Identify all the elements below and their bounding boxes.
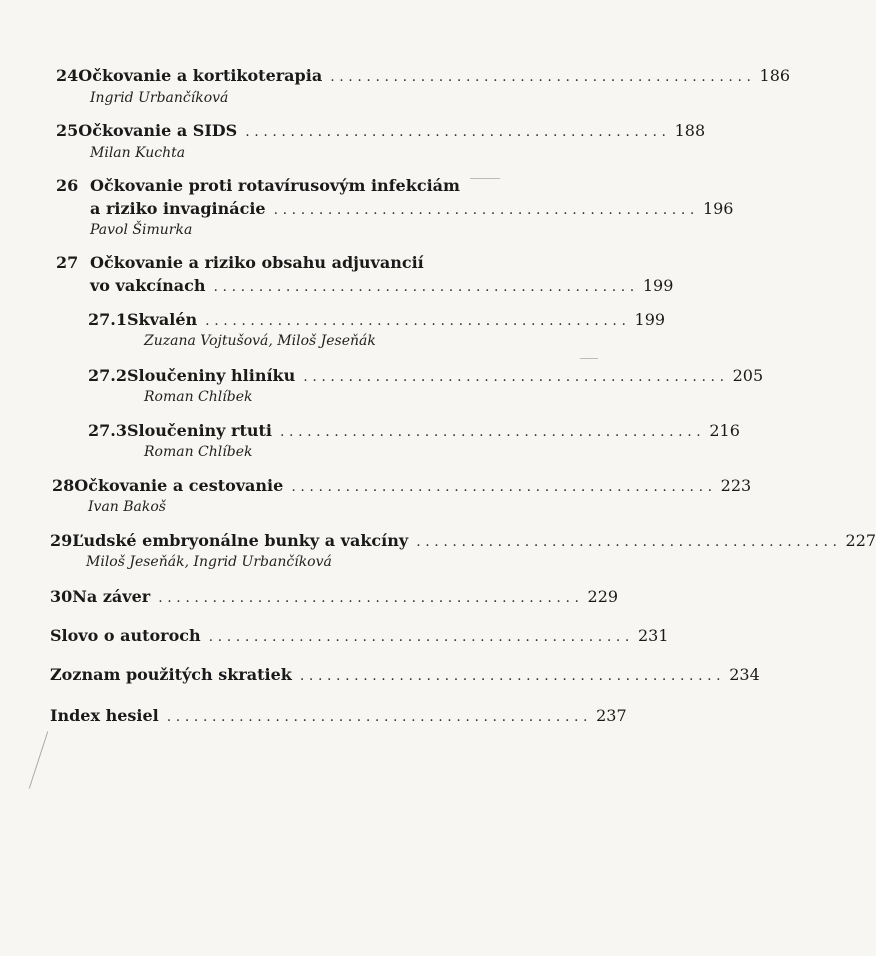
leader-dots: ............................................... [279,424,706,440]
section-title: Skvalén [126,310,198,329]
page-number: 196 [702,199,734,218]
toc-entry-26-line2[interactable] [90,199,734,220]
chapter-title: Očkovanie a cestovanie [74,476,284,495]
page-number: 229 [587,587,619,606]
section-author: Roman Chlíbek [144,389,253,405]
toc-entry-27-3[interactable] [88,421,740,442]
chapter-title-cont: vo vakcínach [90,276,206,295]
chapter-author: Ingrid Urbančíková [90,90,229,106]
page-number: 216 [709,421,740,440]
toc-entry-27-line2[interactable] [90,276,674,297]
leader-dots: ............................................... [166,709,593,725]
chapter-number: 25 [56,121,79,140]
chapter-title: Očkovanie a riziko obsahu adjuvancií [90,253,424,272]
page-number: 186 [759,66,791,85]
page-number: 234 [729,665,760,684]
chapter-number: 30 [50,587,73,606]
section-author: Roman Chlíbek [144,444,253,460]
leader-dots: ............................................... [213,279,639,295]
chapter-author: Pavol Šimurka [90,222,193,238]
page-number: 231 [637,626,669,645]
chapter-title: Očkovanie a kortikoterapia [78,66,323,85]
leader-dots: ............................................... [330,69,756,85]
leader-dots: ............................................... [158,590,584,606]
toc-entry-25[interactable] [56,121,706,142]
page-number: 205 [732,366,764,385]
toc-entry-abbreviations[interactable] [50,665,760,686]
entry-title: Zoznam použitých skratiek [50,665,292,684]
page-number: 199 [642,276,674,295]
leader-dots: ............................................... [303,369,729,385]
chapter-author: Miloš Jeseňák, Ingrid Urbančíková [86,554,332,570]
page-number: 199 [634,310,666,329]
chapter-number: 26 [56,176,79,195]
page-number: 188 [674,121,706,140]
toc-entry-26-line1[interactable] [56,176,460,196]
chapter-title: Ľudské embryonálne bunky a vakcíny [72,531,409,550]
toc-entry-authors[interactable] [50,626,669,647]
section-number: 27.2 [88,366,127,385]
section-number: 27.3 [88,421,127,440]
chapter-number: 24 [56,66,79,85]
toc-entry-28[interactable] [52,476,752,497]
leader-dots: ............................................... [205,313,631,329]
section-number: 27.1 [88,310,127,329]
toc-entry-27-1[interactable] [88,310,666,331]
scan-mark [580,358,598,359]
page-number: 227 [845,531,876,550]
section-author: Zuzana Vojtušová, Miloš Jeseňák [144,333,376,349]
page-number: 223 [720,476,752,495]
scan-mark [29,731,48,788]
chapter-author: Ivan Bakoš [88,499,166,515]
leader-dots: ............................................... [208,629,634,645]
toc-entry-index[interactable] [50,706,627,727]
toc-entry-27-line1[interactable] [56,253,424,273]
chapter-title: Očkovanie proti rotavírusovým infekciám [90,176,460,195]
leader-dots: ............................................... [291,479,717,495]
entry-title: Slovo o autoroch [50,626,201,645]
leader-dots: ............................................... [245,124,671,140]
chapter-title: Na záver [72,587,151,606]
scan-mark [470,178,500,179]
section-title: Sloučeniny rtuti [126,421,272,440]
chapter-number: 28 [52,476,75,495]
toc-entry-27-2[interactable] [88,366,764,387]
chapter-number: 27 [56,253,79,272]
leader-dots: ............................................... [416,534,842,550]
chapter-number: 29 [50,531,73,550]
chapter-author: Milan Kuchta [90,145,186,161]
leader-dots: ............................................... [273,202,699,218]
leader-dots: ............................................... [299,668,726,684]
page-number: 237 [596,706,627,725]
entry-title: Index hesiel [50,706,159,725]
toc-entry-29[interactable] [50,531,876,552]
chapter-title-cont: a riziko invaginácie [90,199,266,218]
chapter-title: Očkovanie a SIDS [78,121,238,140]
toc-entry-30[interactable] [50,587,619,608]
toc-entry-24[interactable] [56,66,791,87]
section-title: Sloučeniny hliníku [126,366,296,385]
